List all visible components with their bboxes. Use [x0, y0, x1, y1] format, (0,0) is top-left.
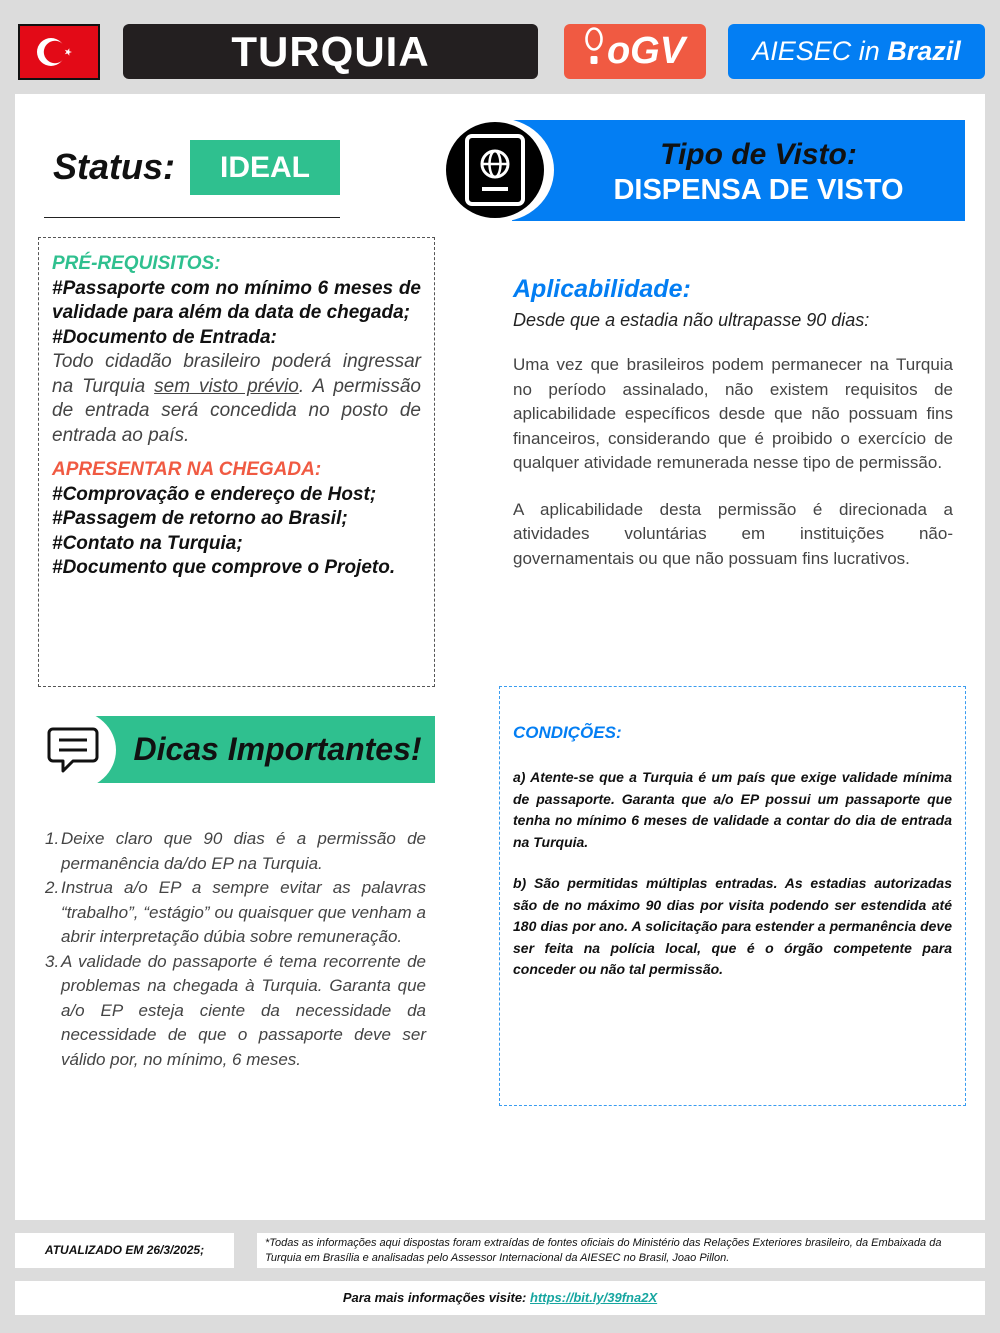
- turkey-flag-icon: [18, 24, 100, 80]
- country-title: TURQUIA: [123, 24, 538, 79]
- prerequisite-entry-document: #Documento de Entrada:: [52, 326, 277, 348]
- applicability-section: [513, 275, 953, 571]
- visa-type-value: DISPENSA DE VISTO: [613, 174, 904, 206]
- conditions-box: [499, 686, 966, 1106]
- condition-b: b) São permitidas múltiplas entradas. As estadias autorizadas são de no máximo 90 dias por visita podendo ser estendida até 180 dias por ano. A solicitação para estender a permanência deve ser feita na polícia local, que é o órgão competente para conceder ou não tal permissão.: [513, 875, 952, 977]
- sources-note: *Todas as informações aqui dispostas foram extraídas de fontes oficiais do Ministério das Relações Exteriores brasileiro, da Embaixada da Turquia em Brasília e analisadas pelo Assessor Internacional da AIESEC no Brasil, Joao Pillon.: [257, 1233, 985, 1268]
- ogv-badge: [564, 24, 706, 79]
- org-prefix: AIESEC in: [752, 36, 888, 66]
- updated-date: ATUALIZADO EM 26/3/2025;: [15, 1233, 234, 1268]
- prerequisites-box: [38, 237, 435, 687]
- applicability-paragraph: Uma vez que brasileiros podem permanecer na Turquia no período assinalado, não existem requisitos de aplicabilidade específicos desde que não possuam fins financeiros, considerando que é proibido o exercício de qualquer atividade remunerada nesse tipo de permissão.: [513, 355, 953, 472]
- applicability-subtitle: Desde que a estadia não ultrapasse 90 dias:: [513, 310, 870, 330]
- status-divider: [44, 217, 340, 218]
- arrival-item: #Contato na Turquia;: [52, 532, 243, 554]
- balloon-icon: [585, 27, 603, 77]
- more-info-label: Para mais informações visite:: [342, 1290, 530, 1305]
- passport-icon: [446, 122, 544, 218]
- entry-document-description: [52, 350, 421, 448]
- chat-bubble-icon: [30, 710, 116, 790]
- list-item: 1. Deixe claro que 90 dias é a permissão de permanência da/do EP na Turquia.: [45, 829, 426, 873]
- condition-a: a) Atente-se que a Turquia é um país que exige validade mínima de passaporte. Garanta que a/o EP possui um passaporte que tenha no mínimo 6 meses de validade a contar do dia de entrada na Turquia.: [513, 769, 952, 850]
- visa-type-banner: [512, 120, 965, 221]
- desc-underlined: sem visto prévio: [154, 375, 299, 397]
- program-name: oGV: [606, 30, 686, 72]
- applicability-paragraph: A aplicabilidade desta permissão é direcionada a atividades voluntárias em instituições não-governamentais ou que não possuam fins lucrativos.: [513, 499, 953, 568]
- applicability-title: Aplicabilidade:: [513, 275, 691, 303]
- tips-banner: Dicas Importantes!: [90, 716, 435, 783]
- more-info-link[interactable]: https://bit.ly/39fna2X: [530, 1290, 658, 1305]
- visa-type-title: Tipo de Visto:: [660, 138, 857, 171]
- aiesec-badge: [728, 24, 985, 79]
- org-suffix: Brazil: [887, 36, 961, 66]
- desc-part-2: . A permissão de entrada será concedida no posto de entrada ao país.: [52, 375, 421, 446]
- tips-list: [45, 827, 426, 1072]
- more-info: [15, 1281, 985, 1315]
- arrival-item: #Passagem de retorno ao Brasil;: [52, 508, 348, 529]
- prerequisites-title: PRÉ-REQUISITOS:: [52, 253, 221, 274]
- arrival-title: APRESENTAR NA CHEGADA:: [52, 459, 322, 480]
- arrival-item: #Comprovação e endereço de Host;: [52, 483, 377, 505]
- arrival-item: #Documento que comprove o Projeto.: [52, 557, 396, 578]
- status-label: Status:: [53, 146, 176, 187]
- status-badge: IDEAL: [190, 140, 340, 195]
- desc-part-1: Todo cidadão brasileiro poderá ingressar na Turquia: [52, 351, 421, 397]
- list-item: 3. A validade do passaporte é tema recorrente de problemas na chegada à Turquia. Garanta que a/o EP esteja ciente da necessidade da necessidade de que o passaporte deve ser válido por, no mínimo, 6 meses.: [45, 951, 426, 1069]
- list-item: 2. Instrua a/o EP a sempre evitar as palavras “trabalho”, “estágio” ou quaisquer que venham a abrir interpretação dúbia sobre remuneração.: [45, 878, 426, 946]
- conditions-title: CONDIÇÕES:: [513, 723, 622, 742]
- prerequisite-passport: #Passaporte com no mínimo 6 meses de validade para além da data de chegada;: [52, 277, 421, 323]
